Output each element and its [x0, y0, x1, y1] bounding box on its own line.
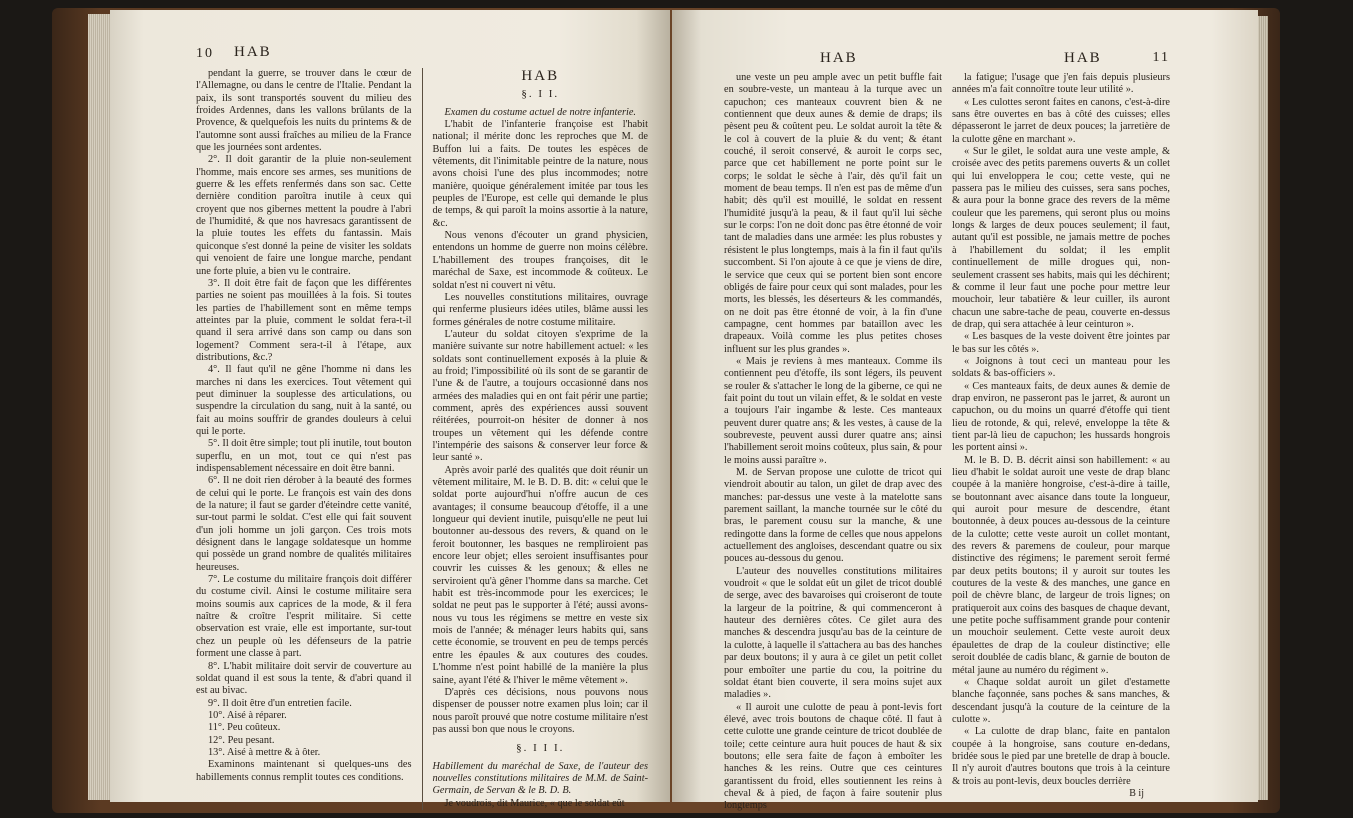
- left-column-2-body: [433, 119, 649, 736]
- column-head: HAB: [521, 68, 560, 84]
- paragraph: « Il auroit une culotte de peau à pont-levis fort élevé, avec trois boutons de chaque côté. Il faut à cette culotte une grande ceinture de tricot doublée de toile; cette ceinture aura huit pouces de haut & six boutons; elle sera faite de façon à emboîter les hanches & les reins. Outre que ces ceintures garantissent du froid, elles soutiennent les reins à cheval & à pied, de façon à faire soutenir plus longtemps: [724, 701, 942, 812]
- left-column-1: [196, 68, 412, 784]
- paragraph: Après avoir parlé des qualités que doit réunir un vêtement militaire, M. le B. D. B. dit: « celui que le soldat porte aujourd'hui n'offre aucun de ces avantages; il consume beaucoup d'étoffe, il a une longueur qui devient inutile, puisqu'elle ne peut lui boutonner au-dessous des revers, & quand on le feroit boutonner, les basques ne rempliroient pas encore leur objet; elles seroient insuffisantes pour couvrir les cuisses & les genoux; & elles ne serviroient qu'à gêner l'homme dans sa marche. Cet habit est très-incommode pour les exercices; le soldat ne peut pas le supporter à l'été; aussi avons-nous vu tous les régimens se mettre en veste six mois de l'année; & ménager leurs habits qui, sans cette économie, se trouvent en peu de temps percés entre les épaules & aux coutures des coudes. L'homme n'est point habillé de la manière la plus saine, ayant l'été & l'hiver le même vêtement ».: [432, 464, 648, 686]
- paragraph: 11°. Peu coûteux.: [208, 722, 281, 734]
- paragraph: « Ces manteaux faits, de deux aunes & demie de drap environ, ne passeront pas le jarret, & auront un capuchon, ou du moins un quarré d'étoffe qui tient lieu de rotonde, & qui, relevé, enveloppe la tête & tient par-là lieu de capuchon; les hussards hongrois les portent ainsi ».: [952, 380, 1170, 454]
- running-head: HAB: [234, 44, 272, 60]
- right-page-columns: [724, 72, 1170, 813]
- paragraph: L'auteur des nouvelles constitutions militaires voudroit « que le soldat eût un gilet de tricot doublé de serge, avec des bavaroises qui croiseront de toute la largeur de la poitrine, & qui commenceront à hauteur des dernières côtes. Ce gilet aura des manches & descendra jusqu'au bas de la ceinture de la culotte, à laquelle il s'attachera au bas des hanches par deux boutons; il y aura à ce gilet un petit collet pour emboîter une partie du cou, la poitrine du soldat étant bien couverte, il sera moins sujet aux maladies ».: [724, 565, 942, 701]
- paragraph: pendant la guerre, se trouver dans le cœur de l'Allemagne, ou dans le centre de l'Italie. Pendant la paix, ils sont transportés souvent du milieu des froides Ardennes, dans les vallons brûlants de la Provence, & quelquefois les nuits du printems & de l'automne sont aussi fraîches au milieu de la France que les journées sont ardentes.: [196, 68, 412, 154]
- running-head: HAB: [1064, 50, 1102, 66]
- signature-mark: B ij: [1129, 787, 1144, 799]
- right-page-header: [724, 52, 1170, 70]
- page-number: 10: [196, 46, 214, 61]
- paragraph: D'après ces décisions, nous pouvons nous dispenser de pousser notre examen plus loin; car il nous paroît prouvé que notre costume militaire n'est pas aussi bon que nous le croyons.: [432, 686, 648, 735]
- paragraph: 3°. Il doit être fait de façon que les différentes parties ne soient pas mouillées à la fois. Si toutes les parties de l'habillement sont en même temps atteintes par la pluie, comment le soldat fera-t-il quand il sera arrivé dans son camp ou dans son logement? Comment sera-t-il à l'étape, aux distributions, &c.?: [196, 277, 412, 363]
- left-page-columns: [196, 68, 648, 810]
- left-page-header: [196, 44, 648, 66]
- paragraph: L'habit de l'infanterie françoise est l'habit national; il mérite donc les reproches que M. de Buffon lui a faits. De toutes les espèces de vêtements, dit l'inimitable peintre de la nature, nous avons choisi l'une des plus incommodes; notre manière, quoique généralement imitée par tous les peuples de l'Europe, est celle qui demande le plus de temps, & qui paroît la moins assortie à la nature, &c.: [432, 119, 648, 229]
- right-column-1: [724, 72, 942, 813]
- paragraph: Les nouvelles constitutions militaires, ouvrage qui renferme plusieurs idées utiles, blâme aussi les formes générales de notre costume militaire.: [432, 291, 648, 328]
- paragraph: 9°. Il doit être d'un entretien facile.: [208, 697, 352, 709]
- paragraph: une veste un peu ample avec un petit buffle fait en soubre-veste, un manteau à la turque avec un capuchon; ces manteaux couvrent bien & ne contiennent que deux aunes & demie de draps; ils pèsent peu & coûtent peu. Le soldat auroit la tête & le col à couvert de la pluie & du vent; & étant couché, il seroit conservé, & auroit le corps sec, parce que cet habillement ne porte point sur le corps; le soldat le sèche à l'air, dès qu'il fait un moment de beau temps. Il n'en est pas de même d'un habit; dès qu'il est mouillé, le soldat en ressent l'humidité jusqu'à la peau, & il faut qu'il lui sèche sur le corps: l'on ne doit donc pas être étonné de voir tant de maladies dans une armée: les plus robustes y résistent le plus longtemps, mais à la fin il faut qu'ils succombent. Si l'on ajoute à ce que je viens de dire, le service que ceux qui se portent bien sont encore obligés de faire pour ceux qui sont malades, pour les morts, les blessés, les déserteurs & les commandés, on ne doit pas être étonné de voir, à la fin d'une campagne, cent hommes par bataillon avec les drapeaux. Voilà comme les plus petites choses influent sur les plus grandes ».: [724, 72, 942, 355]
- paragraph: « La culotte de drap blanc, faite en pantalon coupée à la hongroise, sans couture en-dedans, bridée sous le pied par une bretelle de drap à boucle. Il n'y auroit d'autres boutons que trois à la ceinture & trois au pont-levis, deux boucles derrière: [952, 726, 1170, 787]
- right-page: [672, 10, 1258, 812]
- paragraph: 4°. Il faut qu'il ne gêne l'homme ni dans les marches ni dans les exercices. Tout vêtement qui peut diminuer la souplesse des articulations, ou suspendre la circulation du sang, nuit à la santé, ou fait au moins souffrir de grandes douleurs à celui qui le porte.: [196, 364, 412, 437]
- section-heading-2: §. I I I.: [516, 742, 565, 755]
- paragraph: 5°. Il doit être simple; tout pli inutile, tout bouton superflu, en un mot, tout ce qui n'est pas indispensablement nécessaire en doit être banni.: [196, 438, 412, 474]
- paragraph: « Sur le gilet, le soldat aura une veste ample, & croisée avec des petits paremens ouverts & un collet qui lui enveloppera le cou; cette veste, qui ne passera pas le milieu des cuisses, sera sans poches, & aura pour la bonne grace des revers de la même couleur que les paremens, qui seront plus ou moins longs & larges de deux pouces seulement; il faut, autant qu'il est possible, ne jamais mettre de poches à l'habillement du soldat; il les emplit continuellement de mille drogues qui, non-seulement crassent ses habits, mais qui les déchirent; & comme il leur faut une poche pour mettre leur mouchoir, leur tabatière & leur cuiller, ils auront chacun une sabre-tache de peau, couverte en-dessus de drap, qui sera attachée à leur ceinturon ».: [952, 146, 1170, 330]
- paragraph: « Les culottes seront faites en canons, c'est-à-dire sans être ouvertes en bas à côté des cuisses; elles dépasseront le jarret de deux pouces; la jarretière de la culotte gêne en marchant ».: [952, 96, 1170, 145]
- paragraph: M. le B. D. B. décrit ainsi son habillement: « au lieu d'habit le soldat auroit une veste de drap blanc coupée à la manière hongroise, c'est-à-dire à taille, se boutonnant avec aisance dans toute la longueur, qui auroit pour mesure de descendre, étant boutonnée, à deux pouces au-dessous de la ceinture de la culotte; cette veste auroit un collet montant, des revers & paremens de couleur, pour marque distinctive des régimens; le parement seroit fermé par deux petits boutons; il y auroit sur toutes les coutures de la veste & des manches, une gance en poil de chèvre blanc, de largeur de trois lignes; on pratiqueroit aux coins des basques de chaque devant, une petite poche suffisamment grande pour contenir un mouchoir seulement. Cette veste auroit deux épaulettes de drap de la couleur distinctive; elle seroit doublée de cadis blanc, & garnie de bouton de métal jaune au numéro du régiment ».: [952, 454, 1170, 676]
- paragraph: L'auteur du soldat citoyen s'exprime de la manière suivante sur notre habillement actuel: « les soldats sont continuellement exposés à la pluie & au froid; l'impossibilité où ils sont de se garantir de l'une & de l'autre, a toujours occasionné dans nos armées des maladies qui en ont fait périr une partie; comment, après des expériences aussi souvent réitérées, pourroit-on hésiter de donner à nos troupes un vêtement qui les défende contre l'intempérie des saisons & conserver leur force & leur santé ».: [432, 328, 648, 464]
- paragraph: « Joignons à tout ceci un manteau pour les soldats & bas-officiers ».: [952, 355, 1170, 380]
- paragraph: Je voudrois, dit Maurice, « que le soldat eût: [444, 797, 625, 809]
- paragraph: 7°. Le costume du militaire françois doit différer du costume civil. Ainsi le costume militaire sera moins soumis aux caprices de la mode, & il fera naître & croître l'esprit militaire. Si cette observation est vraie, elle est importante, sur-tout chez un peuple où les défenseurs de la patrie forment une classe à part.: [196, 574, 412, 660]
- paragraph: 12°. Peu pesant.: [208, 734, 275, 746]
- right-column-2-body: [952, 72, 1170, 788]
- paragraph: 10°. Aisé à réparer.: [208, 709, 287, 721]
- paragraph: M. de Servan propose une culotte de tricot qui viendroit aboutir au talon, un gilet de drap avec des manches: par-dessus une veste à la matelotte sans parement saillant, la manche tournée sur le côté du bras, le parement cousu sur la manche, & une redingotte dans la forme de celles que nous appelons actuellement des angloises, descendant quatre ou six pouces au-dessous du genou.: [724, 467, 942, 565]
- section-citation: Habillement du maréchal de Saxe, de l'auteur des nouvelles constitutions militaires de M.M. de Saint-Germain, de Servan & le B. D. B.: [432, 760, 648, 797]
- paragraph: « Mais je reviens à mes manteaux. Comme ils contiennent peu d'étoffe, ils sont légers, ils peuvent se rouler & s'attacher le long de la giberne, ce qui ne fait point du tout un vilain effet, & le soldat en veste a toujours l'air ingambe & leste. Ces manteaux peuvent durer quatre ans; & les vestes, à cause de la soubreveste, peuvent aussi durer quatre ans; ainsi l'habillement seroit moins coûteux, plus sain, & pour le moins aussi paraître ».: [724, 355, 942, 466]
- page-number: 11: [1152, 50, 1170, 65]
- right-column-2: [952, 72, 1170, 800]
- paragraph: 2°. Il doit garantir de la pluie non-seulement l'homme, mais encore ses armes, ses munitions de guerre & les effets renfermés dans son sac. Cette dernière condition paroîtra inutile à ceux qui croyent que nos gibernes mettent la poudre à l'abri de l'humidité, & que nos havresacs garantissent de la pluie toutes les effets du fantassin. Mais quiconque s'est donné la peine de visiter les soldats qui venoient de faire une longue marche, pendant une forte pluie, a bien vu le contraire.: [196, 154, 412, 277]
- paragraph: « Chaque soldat auroit un gilet d'estamette blanche façonnée, sans poches & sans manches, & descendant jusqu'à la couture de la ceinture de la culotte ».: [952, 676, 1170, 725]
- paragraph: 6°. Il ne doit rien dérober à la beauté des formes de celui qui le porte. Le françois est vain des dons de la nature; il faut se garder d'éteindre cette vanité, sur-tout parmi le soldat. C'est elle qui fait souvent d'un joli homme un joli garçon. Ces trois mots désignent dans le langage soldatesque un homme qui possède un grand nombre de qualités militaires heureuses.: [196, 475, 412, 573]
- paragraph: la fatigue; l'usage que j'en fais depuis plusieurs années m'a fait connoître toute leur utilité ».: [952, 72, 1170, 96]
- section-subtitle: Examen du costume actuel de notre infanterie.: [444, 106, 636, 118]
- page-edges-left: [88, 14, 112, 800]
- paragraph: Nous venons d'écouter un grand physicien, entendons un homme de guerre non moins célèbre. L'habillement des troupes françoises, dit le maréchal de Saxe, est incommode & coûteux. Le soldat n'est ni couvert ni vêtu.: [432, 230, 648, 291]
- section-heading: §. I I.: [521, 88, 560, 101]
- running-head: HAB: [820, 50, 858, 66]
- paragraph: 13°. Aisé à mettre & à ôter.: [208, 746, 321, 758]
- column-rule: [422, 68, 423, 810]
- paragraph: 8°. L'habit militaire doit servir de couverture au soldat quand il est sous la tente, & d'abri quand il est au bivac.: [196, 660, 412, 697]
- paragraph: « Les basques de la veste doivent être jointes par le bas sur les côtés ».: [952, 331, 1170, 355]
- paragraph: Examinons maintenant si quelques-uns des habillements connus remplit toutes ces conditions.: [196, 759, 412, 783]
- left-page: [110, 10, 670, 809]
- left-column-2: [433, 68, 649, 810]
